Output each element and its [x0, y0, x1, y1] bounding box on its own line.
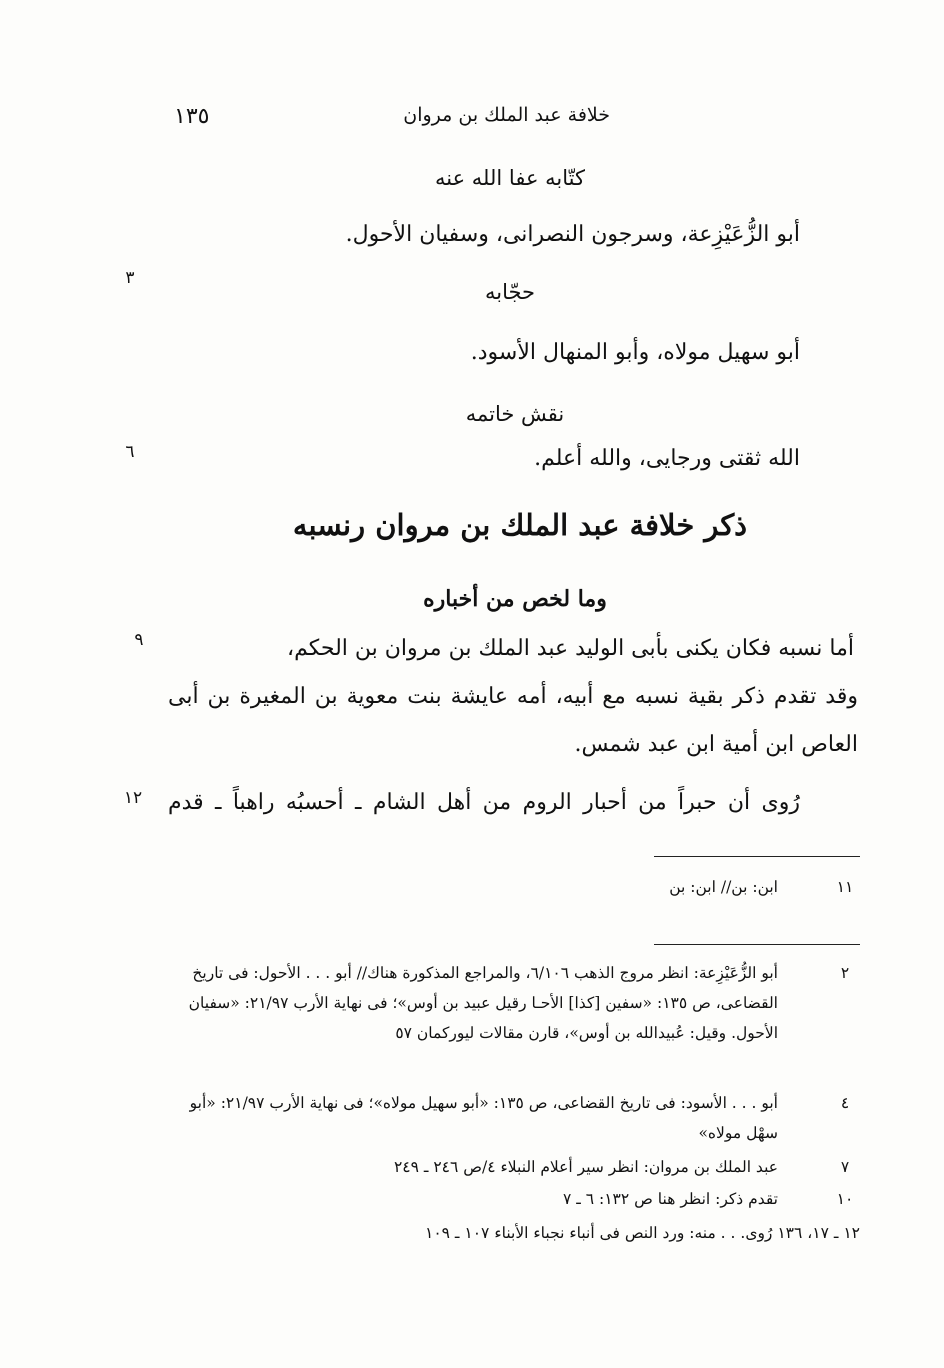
chamberlains-line: أبو سهيل مولاه، وأبو المنهال الأسود. [470, 340, 800, 365]
running-head [170, 104, 610, 138]
apparatus-line-number: ١١ [836, 878, 854, 896]
page-number: ١٣٥ [174, 104, 210, 129]
footnote-1 [170, 958, 860, 1078]
line-number-6: ٦ [125, 442, 135, 462]
paragraph-1-line-3: العاص ابن أمية ابن عبد شمس. [574, 732, 858, 757]
footnote-4 [170, 1184, 860, 1214]
apparatus-rule [654, 856, 860, 857]
footnote-text: رُوى. . . منه: ورد النص فى أنباء نجباء الأبناء ١٠٧ ـ ١٠٩ [425, 1224, 773, 1242]
footnote-line-number: ١٢ ـ ١٧، ١٣٦ [777, 1224, 860, 1242]
line-number-3: ٣ [125, 268, 135, 288]
footnote-line-number: ٢ [840, 964, 850, 982]
footnote-3 [170, 1152, 860, 1182]
scribes-line: أبو الزُّعَيْزِعة، وسرجون النصرانى، وسفيان الأحول. [345, 222, 800, 247]
heading-seal: نقش خاتمه [465, 402, 565, 426]
line-number-12: ١٢ [123, 788, 143, 808]
paragraph-1-line-1: أما نسبه فكان يكنى بأبى الوليد عبد الملك بن مروان بن الحكم، [287, 636, 854, 661]
footnote-text: أبو الزُّعَيْزِعة: انظر مروج الذهب ٦/١٠٦، والمراجع المذكورة هناك// أبو . . . الأحول: فى تاريخ القضاعى، ص ١٣٥: «سفين [كذا] الأحـا رقيل عبيد بن أوس»؛ فى نهاية الأرب ٢١/٩٧: «سفيان الأحول. وقيل: عُبيدالله بن أوس»، قارن مقالات ليوركمان ٥٧ [188, 964, 778, 1042]
footnote-text: تقدم ذكر: انظر هنا ص ١٣٢: ٦ ـ ٧ [563, 1190, 778, 1208]
running-title: خلافة عبد الملك بن مروان [403, 104, 610, 126]
heading-chamberlains: حجّابه [484, 280, 536, 304]
apparatus-entry [170, 872, 860, 904]
sub-heading: وما لخص من أخباره [423, 586, 607, 612]
footnotes-rule [654, 944, 860, 945]
paragraph-1-line-2: وقد تقدم ذكر بقية نسبه مع أبيه، أمه عايشة بنت معوية بن المغيرة بن أبى [168, 684, 858, 709]
footnote-text: عبد الملك بن مروان: انظر سير أعلام النبلاء ٤/ص ٢٤٦ ـ ٢٤٩ [393, 1158, 778, 1176]
footnote-line-number: ٧ [840, 1158, 850, 1176]
apparatus-text: ابن: بن// ابن: بن [669, 878, 778, 896]
footnote-line-number: ٤ [840, 1094, 850, 1112]
paragraph-2-line-1: رُوى أن حبراً من أحبار الروم من أهل الشام ـ أحسبُه راهباً ـ قدم [168, 790, 800, 815]
seal-line: الله ثقتى ورجايى، والله أعلم. [534, 446, 800, 471]
footnote-text: أبو . . . الأسود: فى تاريخ القضاعى، ص ١٣٥: «أبو سهيل مولاه»؛ فى نهاية الأرب ٢١/٩٧: «أبو سهْل مولاه» [189, 1094, 778, 1142]
line-number-9: ٩ [134, 630, 144, 650]
main-heading: ذكر خلافة عبد الملك بن مروان رنسبه [292, 508, 748, 542]
heading-scribes: كتّابه عفا الله عنه [435, 166, 585, 190]
footnote-line-number: ١٠ [836, 1190, 854, 1208]
footnote-5 [170, 1218, 860, 1248]
footnote-2 [170, 1088, 860, 1148]
